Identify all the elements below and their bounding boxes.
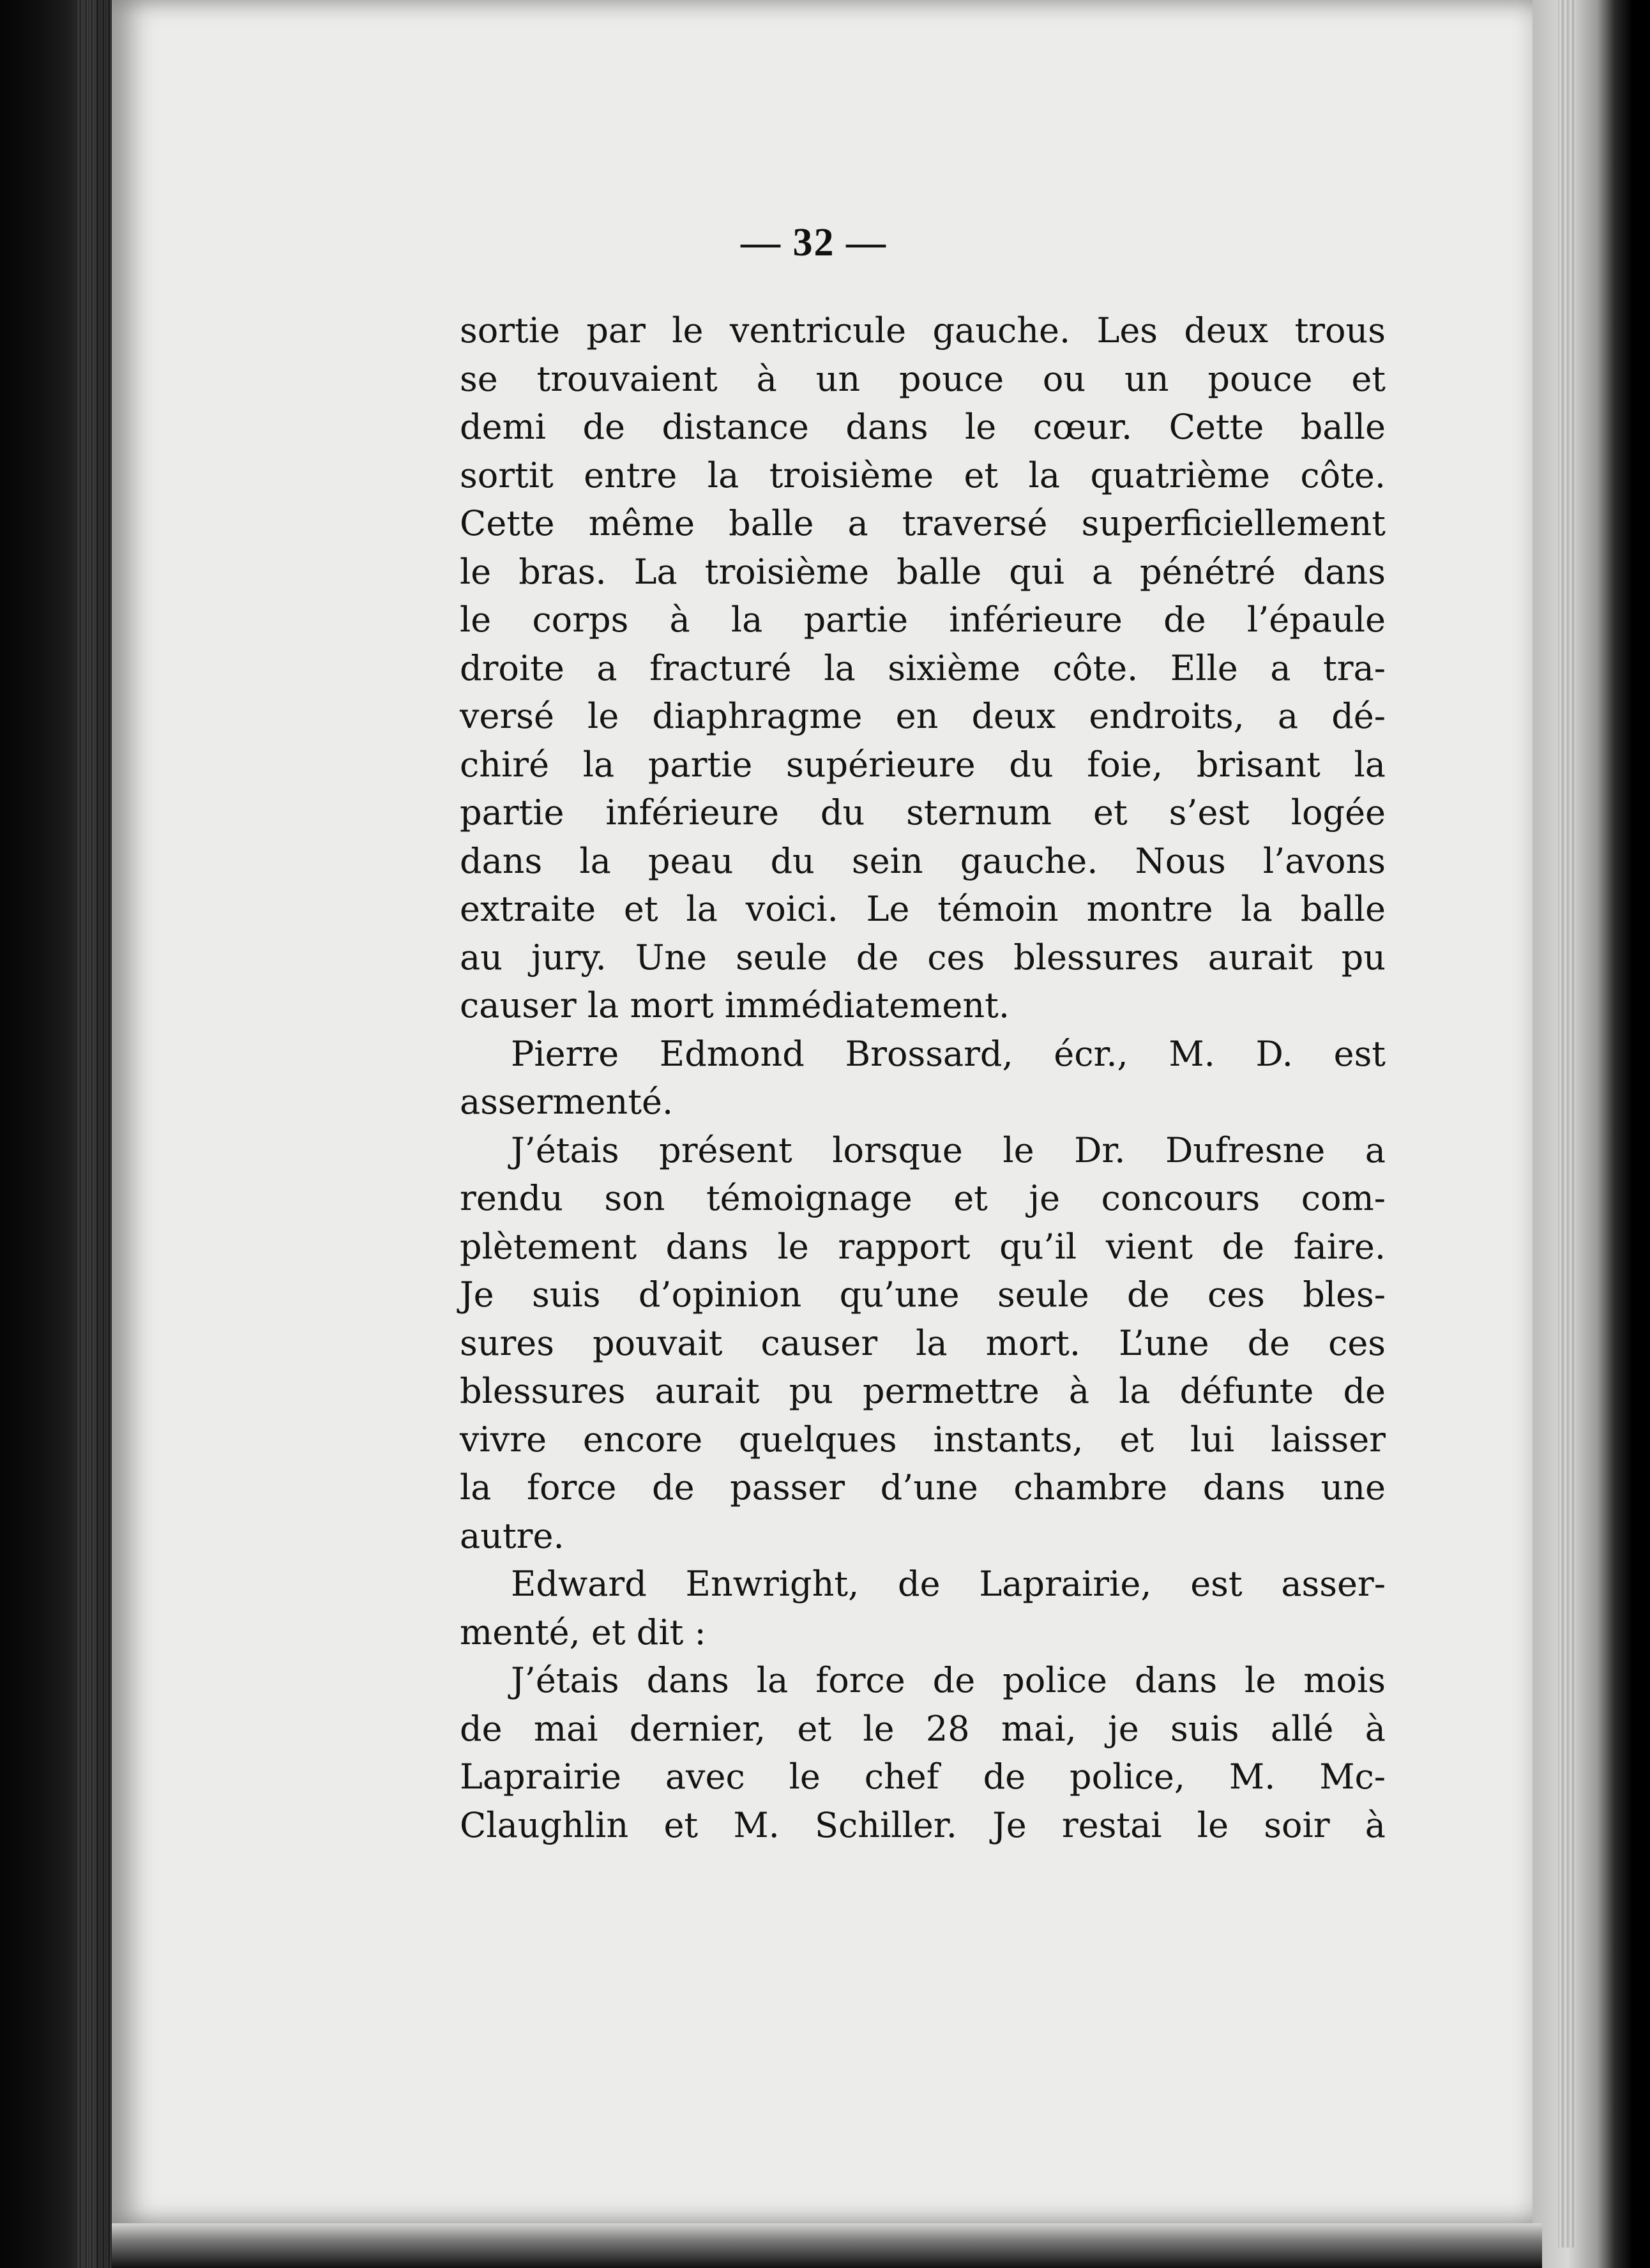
text-line: partie inférieure du sternum et s’est logée	[460, 792, 1386, 833]
text-line: Pierre Edmond Brossard, écr., M. D. est	[511, 1033, 1386, 1074]
text-line: Je suis d’opinion qu’une seule de ces bles-	[460, 1274, 1386, 1315]
text-line: autre.	[460, 1515, 564, 1556]
text-line: J’étais présent lorsque le Dr. Dufresne a	[511, 1130, 1386, 1170]
page-stack-right	[1533, 0, 1650, 2268]
text-line: Cette même balle a traversé superficiellement	[460, 503, 1386, 543]
text-line: J’étais dans la force de police dans le mois	[511, 1660, 1386, 1700]
text-line: la force de passer d’une chambre dans une	[460, 1467, 1386, 1508]
text-line: de mai dernier, et le 28 mai, je suis allé à	[460, 1708, 1386, 1749]
text-line: menté, et dit :	[460, 1612, 706, 1652]
text-line: Claughlin et M. Schiller. Je restai le soir à	[460, 1804, 1386, 1845]
body-text	[460, 306, 1386, 1849]
text-line: rendu son témoignage et je concours com-	[460, 1178, 1386, 1218]
text-line: assermenté.	[460, 1082, 674, 1122]
text-line: Edward Enwright, de Laprairie, est asser-	[511, 1564, 1386, 1604]
text-line: droite a fracturé la sixième côte. Elle a tra-	[460, 647, 1386, 688]
text-line: se trouvaient à un pouce ou un pouce et	[460, 358, 1386, 399]
text-line: le corps à la partie inférieure de l’épaule	[460, 600, 1386, 640]
text-line: sortit entre la troisième et la quatrième côte.	[460, 455, 1386, 495]
text-line: sures pouvait causer la mort. L’une de ces	[460, 1322, 1386, 1363]
text-line: Laprairie avec le chef de police, M. Mc-	[460, 1757, 1386, 1797]
page-number: — 32 —	[741, 221, 887, 264]
text-line: sortie par le ventricule gauche. Les deux trous	[460, 310, 1386, 351]
text-line: dans la peau du sein gauche. Nous l’avons	[460, 840, 1386, 881]
text-line: blessures aurait pu permettre à la défunte de	[460, 1371, 1386, 1411]
text-line: plètement dans le rapport qu’il vient de faire.	[460, 1226, 1386, 1267]
text-line: vivre encore quelques instants, et lui laisser	[460, 1419, 1386, 1460]
page-bottom-edge	[112, 2223, 1542, 2268]
text-line: chiré la partie supérieure du foie, brisant la	[460, 744, 1386, 785]
text-line: versé le diaphragme en deux endroits, a dé-	[460, 696, 1386, 736]
page-stack-left	[77, 0, 115, 2268]
text-line: causer la mort immédiatement.	[460, 985, 1010, 1025]
page-edge-stripes	[1558, 0, 1577, 2248]
text-line: le bras. La troisième balle qui a pénétré dans	[460, 551, 1386, 592]
text-line: demi de distance dans le cœur. Cette balle	[460, 407, 1386, 447]
text-line: extraite et la voici. Le témoin montre la balle	[460, 889, 1386, 929]
text-line: au jury. Une seule de ces blessures aurait pu	[460, 937, 1386, 978]
